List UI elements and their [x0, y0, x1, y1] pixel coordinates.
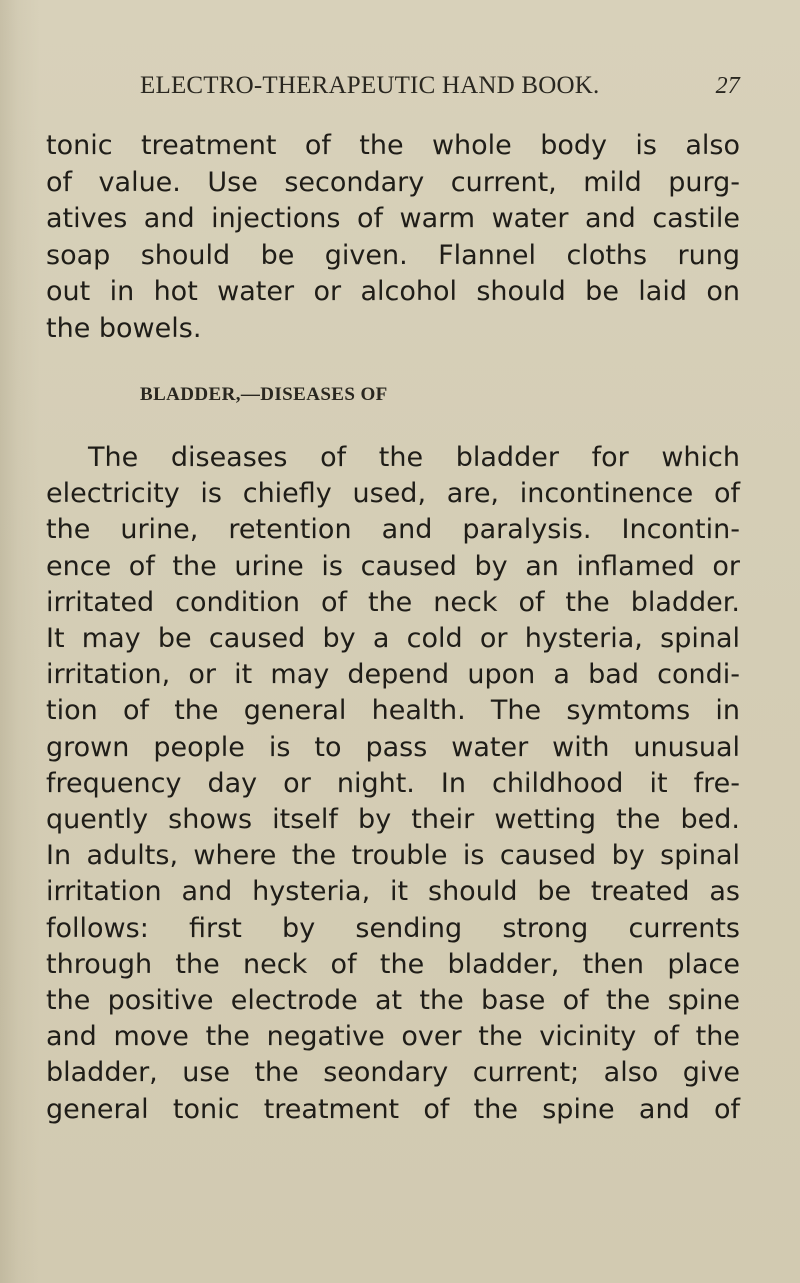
- running-head-title: ELECTRO-THERAPEUTIC HAND BOOK.: [140, 72, 600, 99]
- page-number: 27: [715, 73, 740, 99]
- text-line: electricity is chiefly used, are, incontinence of: [46, 478, 740, 510]
- running-head: [140, 72, 740, 100]
- text-line: bladder, use the seondary current; also give: [46, 1057, 740, 1089]
- text-line: irritation and hysteria, it should be treated as: [46, 876, 740, 908]
- text-line: through the neck of the bladder, then place: [46, 948, 740, 980]
- text-line: the bowels.: [46, 312, 202, 344]
- text-line: irritated condition of the neck of the bladder.: [46, 586, 740, 618]
- text-line: It may be caused by a cold or hysteria, spinal: [46, 623, 740, 655]
- text-line: and move the negative over the vicinity of the: [46, 1021, 740, 1053]
- text-line: out in hot water or alcohol should be laid on: [46, 276, 740, 307]
- text-line: soap should be given. Flannel cloths rung: [46, 239, 740, 271]
- text-line: the positive electrode at the base of the spine: [46, 985, 740, 1017]
- text-line: tion of the general health. The symtoms in: [46, 695, 740, 727]
- text-line: of value. Use secondary current, mild purg-: [46, 166, 740, 198]
- text-line: frequency day or night. In childhood it fre-: [46, 767, 740, 799]
- text-line: general tonic treatment of the spine and of: [46, 1093, 740, 1125]
- text-line: follows: first by sending strong currents: [46, 912, 740, 944]
- paragraph-2: [46, 440, 740, 1128]
- text-line: grown people is to pass water with unusual: [46, 731, 740, 763]
- text-line: tonic treatment of the whole body is also: [46, 130, 740, 161]
- text-line: In adults, where the trouble is caused by spinal: [46, 840, 740, 872]
- section-heading: BLADDER,—DISEASES OF: [140, 384, 388, 405]
- text-line: the urine, retention and paralysis. Incontin-: [46, 514, 740, 546]
- text-line: irritation, or it may depend upon a bad condi-: [46, 659, 740, 691]
- text-line: The diseases of the bladder for which: [88, 442, 740, 473]
- text-line: quently shows itself by their wetting the bed.: [46, 804, 740, 836]
- text-line: atives and injections of warm water and castile: [46, 203, 740, 234]
- text-line: ence of the urine is caused by an inflamed or: [46, 550, 740, 582]
- paragraph-1: [46, 128, 740, 347]
